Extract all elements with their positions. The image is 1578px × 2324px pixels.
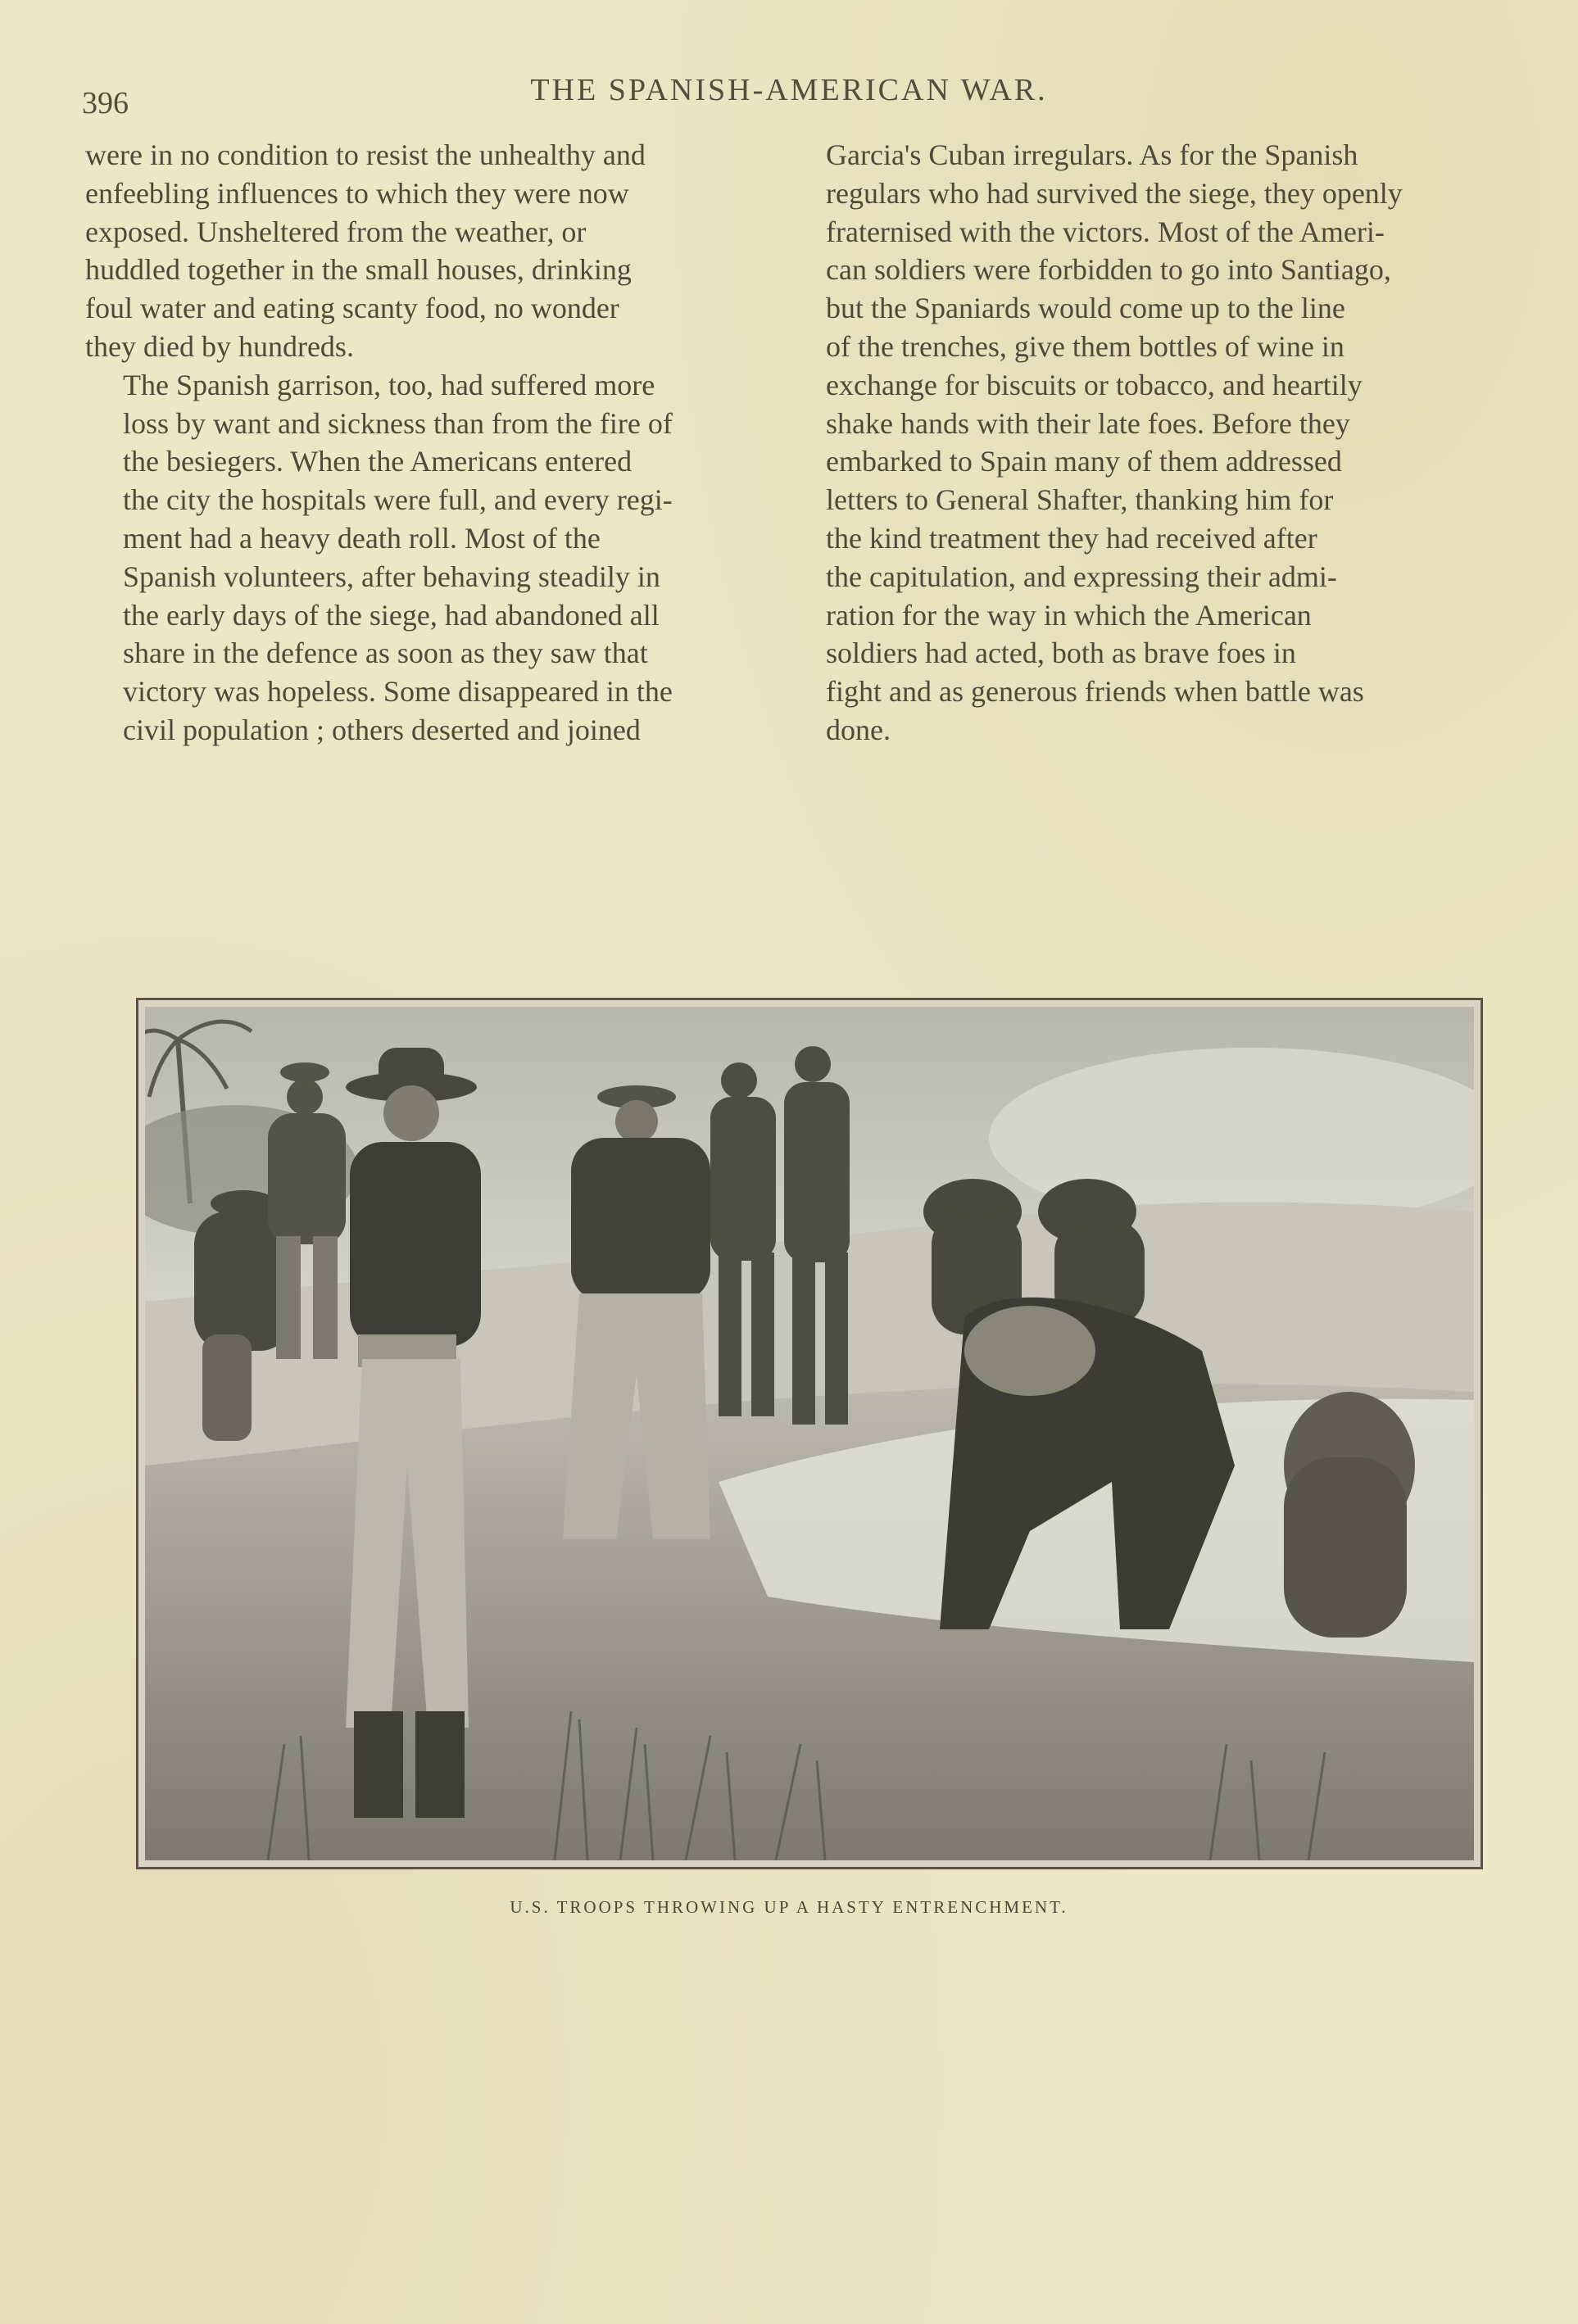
running-title: THE SPANISH-AMERICAN WAR. bbox=[530, 73, 1048, 107]
text-column-left bbox=[85, 136, 790, 750]
text-line: Garcia's Cuban irregulars. As for the Spanish bbox=[826, 138, 1358, 171]
text-line: of the trenches, give them bottles of wine in bbox=[826, 329, 1344, 363]
text-line: Spanish volunteers, after behaving steadily in bbox=[123, 559, 660, 593]
text-line: exchange for biscuits or tobacco, and heartily bbox=[826, 368, 1363, 401]
text-line: the early days of the siege, had abandoned all bbox=[123, 598, 660, 632]
text-line: the besiegers. When the Americans entered bbox=[123, 445, 633, 478]
text-line: embarked to Spain many of them addressed bbox=[826, 445, 1342, 478]
text-line: foul water and eating scanty food, no wonder bbox=[85, 292, 619, 325]
text-line: regulars who had survived the siege, they openly bbox=[826, 176, 1403, 210]
text-line: loss by want and sickness than from the fire of bbox=[123, 406, 673, 440]
text-column-right bbox=[826, 136, 1530, 750]
illustration-plate bbox=[136, 998, 1483, 1869]
text-line: the capitulation, and expressing their admi- bbox=[826, 559, 1337, 593]
text-line: exposed. Unsheltered from the weather, or bbox=[85, 215, 587, 248]
text-line: huddled together in the small houses, drinking bbox=[85, 253, 632, 287]
text-line: ment had a heavy death roll. Most of the bbox=[123, 521, 601, 555]
text-line: ration for the way in which the American bbox=[826, 598, 1312, 632]
text-line: civil population ; others deserted and joined bbox=[123, 713, 641, 746]
paragraph bbox=[85, 136, 790, 366]
text-line: enfeebling influences to which they were now bbox=[85, 176, 629, 210]
text-line: share in the defence as soon as they saw that bbox=[123, 636, 648, 670]
text-line: were in no condition to resist the unhealthy and bbox=[85, 138, 646, 171]
text-line: but the Spaniards would come up to the line bbox=[826, 292, 1345, 325]
text-line: The Spanish garrison, too, had suffered more bbox=[123, 368, 655, 401]
paragraph bbox=[85, 366, 790, 750]
paragraph bbox=[826, 136, 1530, 750]
text-line: shake hands with their late foes. Before they bbox=[826, 406, 1350, 440]
text-line: they died by hundreds. bbox=[85, 329, 354, 363]
text-line: fight and as generous friends when battle was bbox=[826, 675, 1364, 709]
page-number: 396 bbox=[82, 86, 129, 120]
illustration-caption: U.S. TROOPS THROWING UP A HASTY ENTRENCHMENT. bbox=[510, 1897, 1068, 1917]
text-line: done. bbox=[826, 713, 891, 746]
text-line: the kind treatment they had received after bbox=[826, 521, 1317, 555]
text-line: soldiers had acted, both as brave foes in bbox=[826, 636, 1296, 670]
text-line: the city the hospitals were full, and every regi- bbox=[123, 483, 673, 517]
text-line: fraternised with the victors. Most of the Ameri- bbox=[826, 215, 1385, 248]
text-line: letters to General Shafter, thanking him for bbox=[826, 483, 1334, 517]
entrenchment-illustration bbox=[145, 1007, 1474, 1860]
text-line: victory was hopeless. Some disappeared in the bbox=[123, 675, 673, 709]
text-line: can soldiers were forbidden to go into Santiago, bbox=[826, 253, 1391, 287]
